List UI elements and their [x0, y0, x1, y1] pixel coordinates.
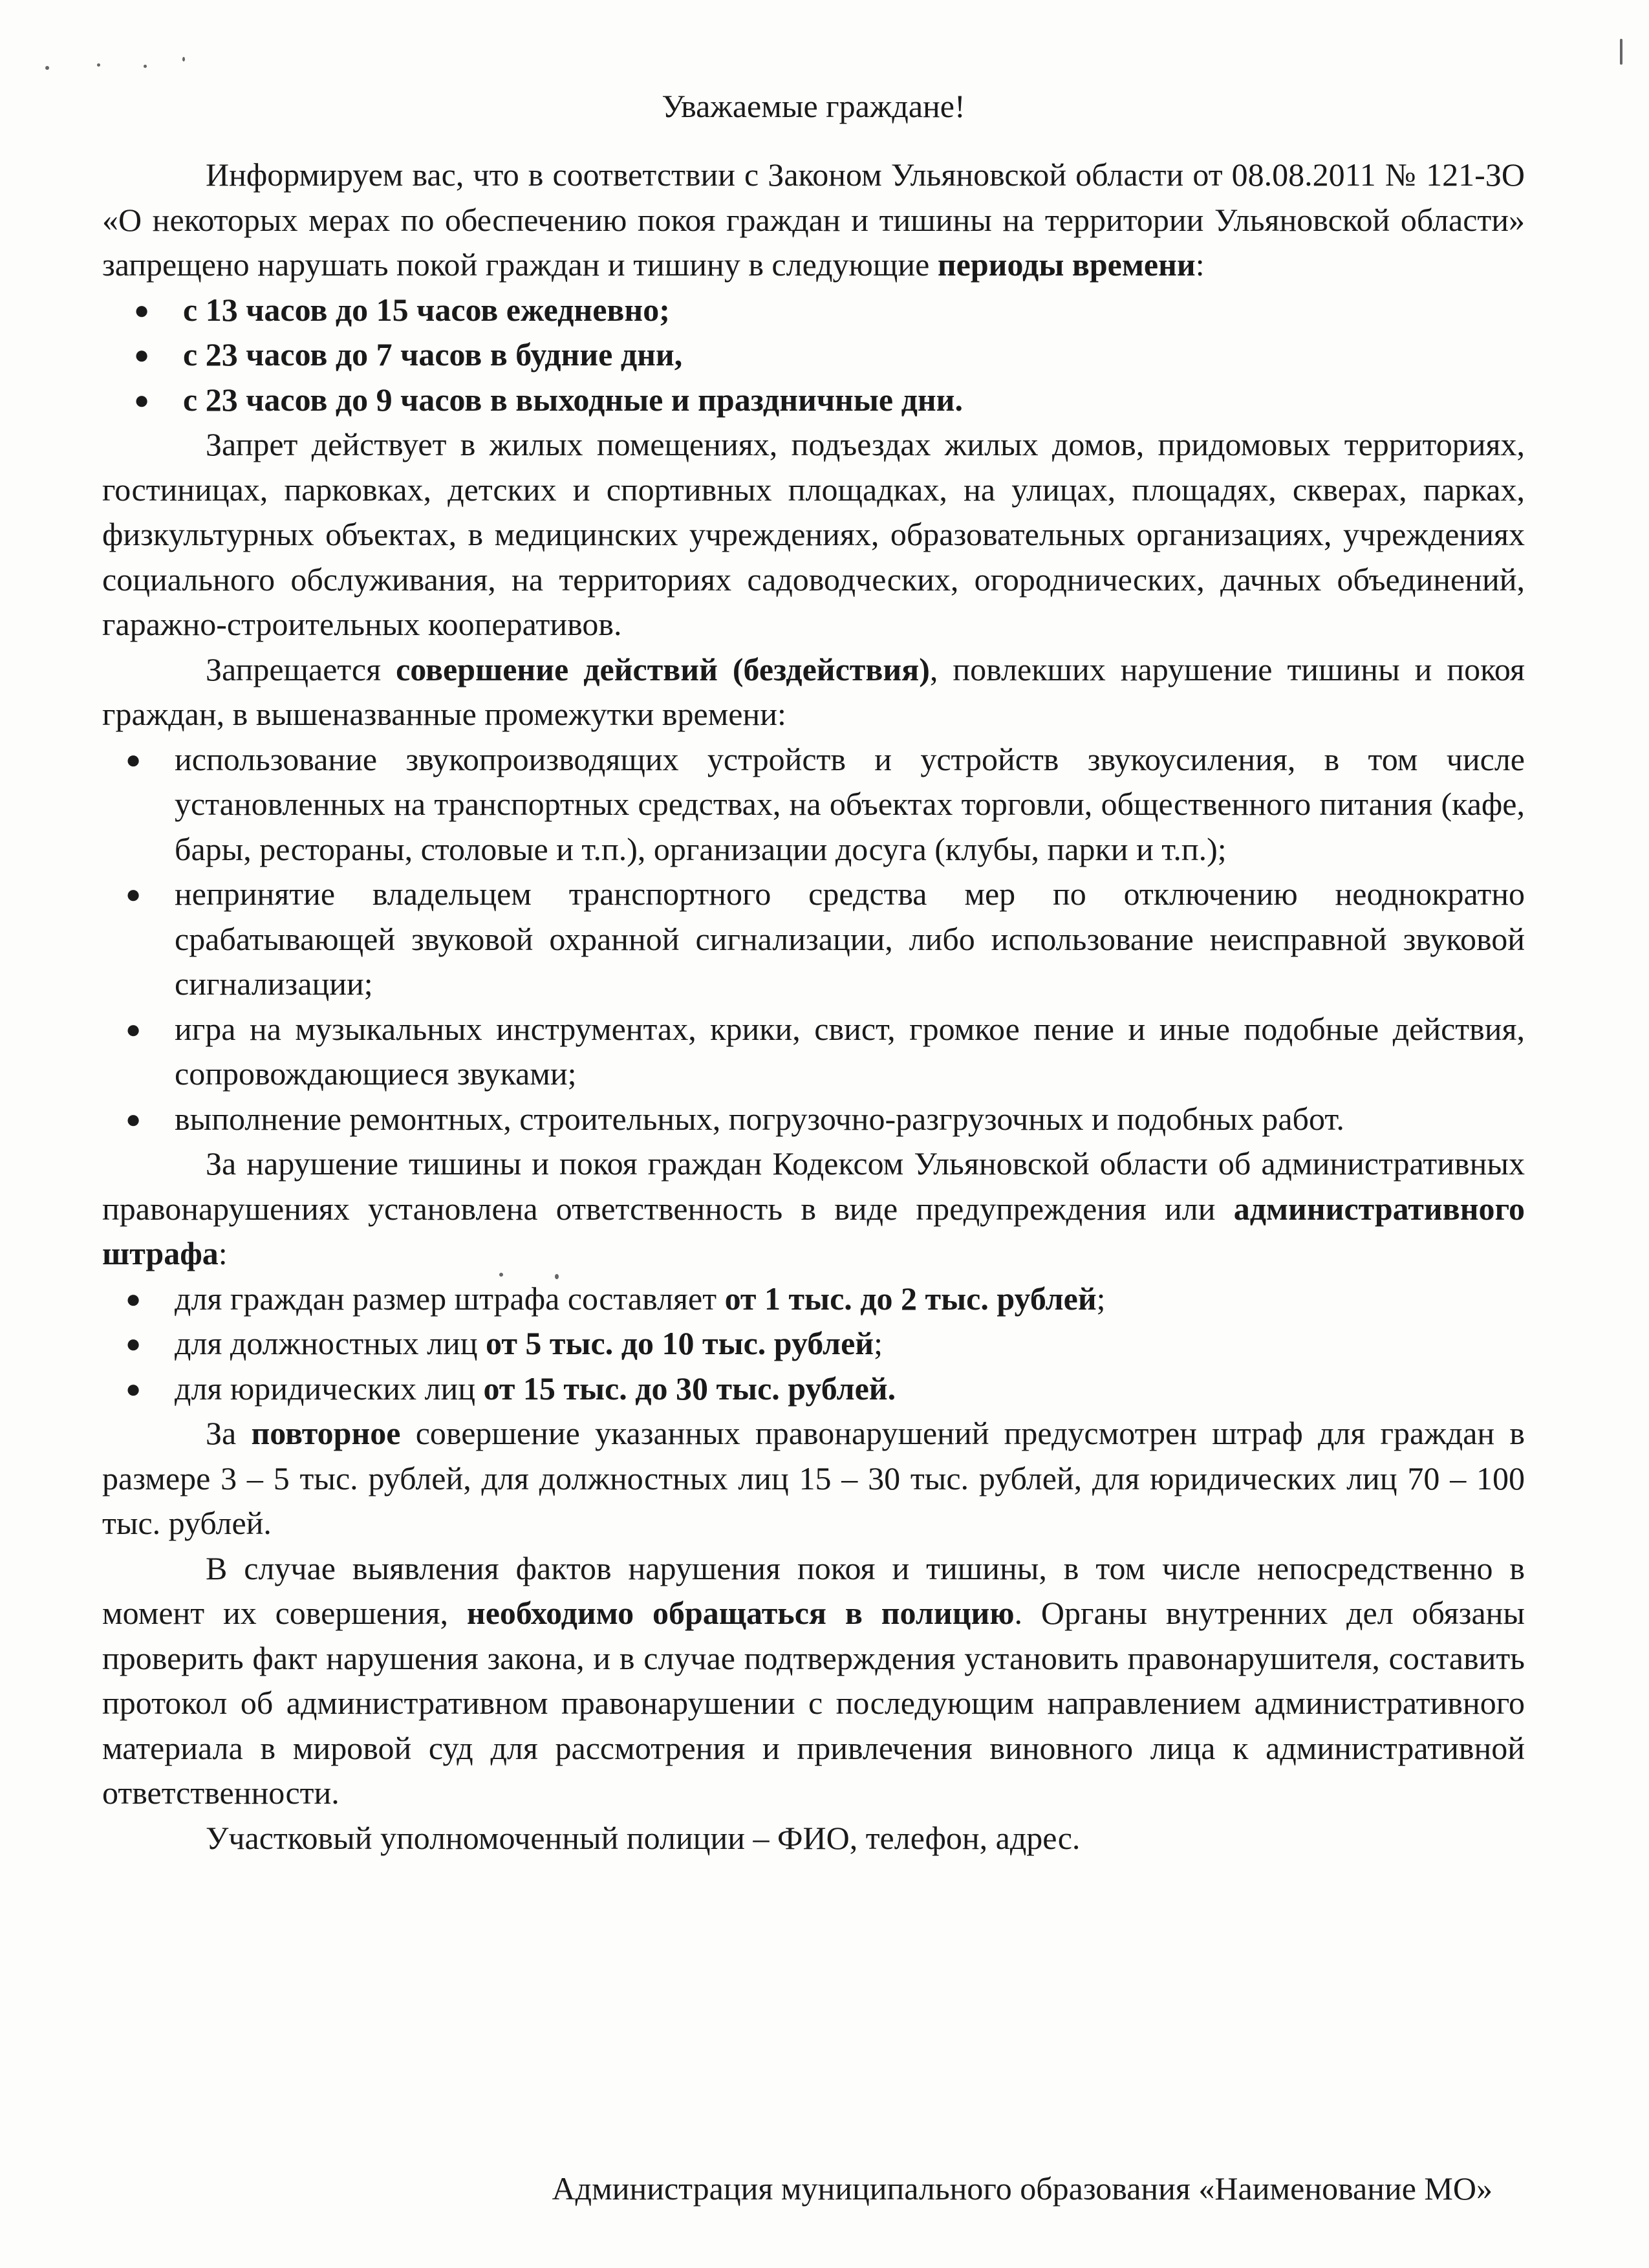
- bullet-icon: ●: [125, 1284, 142, 1313]
- period-text: с 13 часов до 15 часов ежедневно;: [183, 291, 670, 328]
- bullet-icon: ●: [125, 1014, 142, 1044]
- intro-end: :: [1195, 246, 1205, 283]
- fine-pre: для граждан размер штрафа составляет: [175, 1280, 725, 1317]
- list-item: [134, 378, 1525, 423]
- intro-bold: периоды времени: [937, 246, 1196, 283]
- scan-speck: [97, 63, 100, 67]
- period-text: с 23 часов до 7 часов в будние дни,: [183, 336, 683, 373]
- actions-list: [125, 737, 1525, 1142]
- action-text: использование звукопроизводящих устройств и устройств звукоусиления, в том числе установленных на транспортных средствах, на объектах торговли, общественного питания (кафе, бары, рестораны, столовые и т.п.), организации досуга (клубы, парки и т.п.);: [175, 740, 1525, 867]
- report-before: В случае выявления фактов нарушения покоя и тишины, в том числе непосредственно в момент их совершения,: [102, 1550, 1525, 1631]
- fine-post: ;: [1096, 1280, 1106, 1317]
- action-text: непринятие владельцем транспортного средства мер по отключению неоднократно срабатывающей звуковой охранной сигнализации, либо использование неисправной звуковой сигнализации;: [175, 876, 1525, 1002]
- fine-pre: для должностных лиц: [175, 1325, 486, 1361]
- scan-speck: [182, 57, 185, 61]
- document-body: [102, 83, 1525, 1861]
- repeat-bold: повторное: [251, 1415, 401, 1451]
- document-title: Уважаемые граждане!: [662, 88, 965, 124]
- scan-speck: [45, 66, 49, 70]
- prohibition-before: Запрещается: [206, 651, 396, 687]
- bullet-icon: ●: [125, 880, 142, 909]
- scan-speck: [1620, 39, 1622, 65]
- fine-amount: от 5 тыс. до 10 тыс. рублей: [486, 1325, 874, 1361]
- intro-text: Информируем вас, что в соответствии с Законом Ульяновской области от 08.08.2011 № 121-ЗО «О некоторых мерах по обеспечению покоя граждан и тишины на территории Ульяновской области» запрещено нарушать покой граждан и тишину в следующие: [102, 157, 1525, 283]
- list-item: [125, 1097, 1525, 1142]
- prohibition-after: , повлекших нарушение тишины и покоя граждан, в вышеназванные промежутки времени:: [102, 651, 1525, 732]
- officer-paragraph: Участковый уполномоченный полиции – ФИО, телефон, адрес.: [206, 1819, 1081, 1856]
- bullet-icon: ●: [134, 340, 150, 369]
- bullet-icon: ●: [134, 385, 150, 415]
- bullet-icon: ●: [125, 1104, 142, 1134]
- bullet-icon: ●: [134, 295, 150, 325]
- period-text: с 23 часов до 9 часов в выходные и праздничные дни.: [183, 381, 963, 418]
- bullet-icon: ●: [125, 1374, 142, 1403]
- scope-paragraph: Запрет действует в жилых помещениях, подъездах жилых домов, придомовых территориях, гостиницах, парковках, детских и спортивных площадках, на улицах, площадях, скверах, парках, физкультурных объектах, в медицинских учреждениях, образовательных организациях, учреждениях социального обслуживания, на территориях садоводческих, огороднических, дачных объединений, гаражно-строительных кооперативов.: [102, 426, 1525, 642]
- list-item: [125, 1277, 1525, 1322]
- repeat-paragraph: [102, 1411, 1525, 1546]
- action-text: выполнение ремонтных, строительных, погрузочно-разгрузочных и подобных работ.: [175, 1100, 1344, 1137]
- action-text: игра на музыкальных инструментах, крики, свист, громкое пение и иные подобные действия, сопровождающиеся звуками;: [175, 1010, 1525, 1092]
- report-paragraph: [102, 1546, 1525, 1816]
- fine-pre: для юридических лиц: [175, 1370, 484, 1407]
- liability-paragraph: [102, 1141, 1525, 1277]
- list-item: [125, 872, 1525, 1007]
- fine-amount: от 15 тыс. до 30 тыс. рублей.: [483, 1370, 896, 1407]
- fine-amount: от 1 тыс. до 2 тыс. рублей: [724, 1280, 1097, 1317]
- fine-post: ;: [874, 1325, 883, 1361]
- bullet-icon: ●: [125, 1329, 142, 1358]
- report-after: . Органы внутренних дел обязаны проверить факт нарушения закона, и в случае подтверждения установить правонарушителя, составить протокол об административном правонарушении с последующим направлением административного материала в мировой суд для рассмотрения и привлечения виновного лица к административной ответственности.: [102, 1595, 1525, 1811]
- list-item: [125, 1007, 1525, 1097]
- list-item: [134, 332, 1525, 378]
- prohibition-bold: совершение действий (бездействия): [396, 651, 930, 687]
- list-item: [125, 1366, 1525, 1412]
- liability-bold: административного штрафа: [102, 1190, 1525, 1271]
- intro-paragraph: [102, 153, 1525, 288]
- periods-list: [134, 288, 1525, 423]
- signature-line: Администрация муниципального образования «Наименование МО»: [552, 2170, 1493, 2207]
- list-item: [134, 288, 1525, 333]
- list-item: [125, 737, 1525, 872]
- bullet-icon: ●: [125, 744, 142, 774]
- liability-after: :: [218, 1235, 228, 1271]
- repeat-before: За: [206, 1415, 252, 1451]
- scan-speck: [144, 65, 147, 68]
- report-bold: необходимо обращаться в полицию: [466, 1595, 1015, 1631]
- prohibition-paragraph: [102, 647, 1525, 737]
- repeat-after: совершение указанных правонарушений предусмотрен штраф для граждан в размере 3 – 5 тыс. рублей, для должностных лиц 15 – 30 тыс. рублей, для юридических лиц 70 – 100 тыс. рублей.: [102, 1415, 1525, 1541]
- liability-before: За нарушение тишины и покоя граждан Кодексом Ульяновской области об административных правонарушениях установлена ответственность в виде предупреждения или: [102, 1145, 1525, 1227]
- list-item: [125, 1321, 1525, 1366]
- fines-list: [125, 1277, 1525, 1412]
